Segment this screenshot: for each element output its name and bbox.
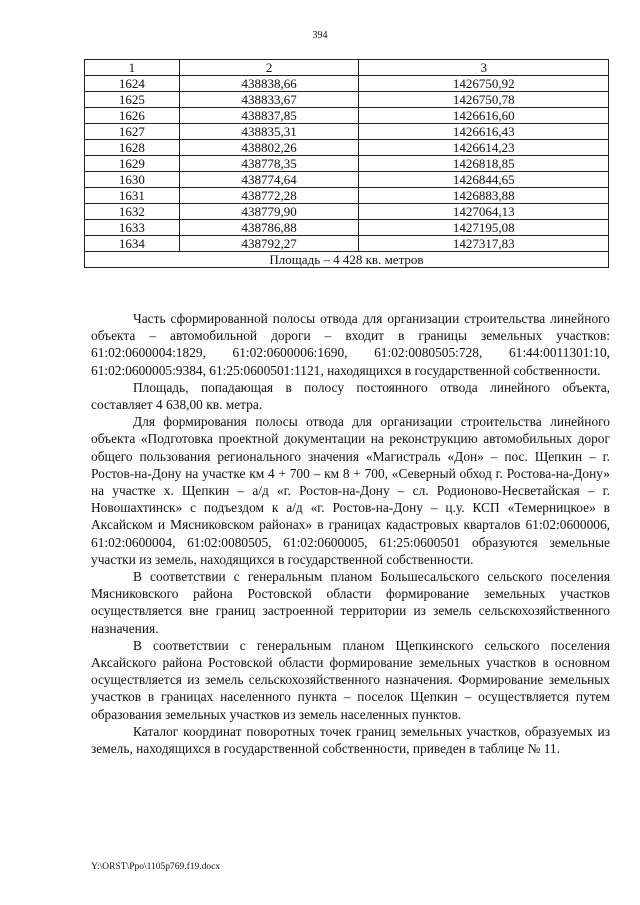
- coordinate-y: 1426750,92: [359, 76, 609, 92]
- coordinate-y: 1427195,08: [359, 220, 609, 236]
- table-row: [85, 172, 609, 188]
- coordinate-y: 1426614,23: [359, 140, 609, 156]
- coordinate-x: 438838,66: [179, 76, 359, 92]
- paragraph: Каталог координат поворотных точек границ земельных участков, образуемых из земель, находящихся в государственной собственности, приведен в таблице № 11.: [91, 723, 610, 757]
- coordinate-y: 1426844,65: [359, 172, 609, 188]
- table-header-row: [85, 60, 609, 76]
- coordinate-y: 1426818,85: [359, 156, 609, 172]
- point-number: 1627: [85, 124, 180, 140]
- point-number: 1628: [85, 140, 180, 156]
- paragraph: В соответствии с генеральным планом Большесальского сельского поселения Мясниковского района Ростовской области формирование земельных участков осуществляется вне границ застроенной территории из земель сельскохозяйственного назначения.: [91, 569, 610, 636]
- coordinates-table: [84, 59, 609, 268]
- body-text: [91, 310, 610, 757]
- paragraph: Площадь, попадающая в полосу постоянного отвода линейного объекта, составляет 4 638,00 кв. метра.: [91, 379, 610, 413]
- table-row: [85, 236, 609, 252]
- table-body: [85, 76, 609, 268]
- coordinate-x: 438837,85: [179, 108, 359, 124]
- point-number: 1632: [85, 204, 180, 220]
- table-row: [85, 108, 609, 124]
- area-row: [85, 252, 609, 268]
- table-row: [85, 188, 609, 204]
- table-row: [85, 92, 609, 108]
- coordinate-y: 1426616,43: [359, 124, 609, 140]
- coordinate-y: 1427317,83: [359, 236, 609, 252]
- coordinate-x: 438792,27: [179, 236, 359, 252]
- coordinate-y: 1427064,13: [359, 204, 609, 220]
- coordinate-x: 438835,31: [179, 124, 359, 140]
- column-header: 1: [85, 60, 180, 76]
- coordinate-x: 438778,35: [179, 156, 359, 172]
- coordinate-x: 438833,67: [179, 92, 359, 108]
- point-number: 1631: [85, 188, 180, 204]
- page-number: 394: [312, 30, 328, 41]
- table-row: [85, 124, 609, 140]
- coordinate-y: 1426616,60: [359, 108, 609, 124]
- point-number: 1630: [85, 172, 180, 188]
- point-number: 1629: [85, 156, 180, 172]
- paragraph: В соответствии с генеральным планом Щепкинского сельского поселения Аксайского района Ростовской области формирование земельных участков в основном осуществляется из земель сельскохозяйственного назначения. Формирование земельных участков в границах населенного пункта – поселок Щепкин – осуществляется путем образования земельных участков из земель населенных пунктов.: [91, 637, 610, 722]
- table-row: [85, 140, 609, 156]
- paragraph: Для формирования полосы отвода для организации строительства линейного объекта «Подготовка проектной документации на реконструкцию автомобильных дорог общего пользования регионального значения «Магистраль «Дон» – пос. Щепкин – г. Ростов-на-Дону на участке км 4 + 700 – км 8 + 700, «Северный обход г. Ростова-на-Дону» на участке х. Щепкин – а/д «г. Ростов-на-Дону – сл. Родионово-Несветайская – г. Новошахтинск» с подъездом к а/д «г. Ростов-на-Дону – ц.у. КСП «Темерницкое» в Аксайском и Мясниковском районах» в границах кадастровых кварталов 61:02:0600006, 61:02:0600004, 61:02:0080505, 61:02:0600005, 61:25:0600501 образуются земельные участки из земель, находящихся в государственной собственности.: [91, 414, 610, 567]
- table-row: [85, 76, 609, 92]
- point-number: 1625: [85, 92, 180, 108]
- coordinate-y: 1426883,88: [359, 188, 609, 204]
- point-number: 1633: [85, 220, 180, 236]
- point-number: 1624: [85, 76, 180, 92]
- point-number: 1626: [85, 108, 180, 124]
- coordinate-x: 438772,28: [179, 188, 359, 204]
- paragraph: Часть сформированной полосы отвода для организации строительства линейного объекта – автомобильной дороги – входит в границы земельных участков: 61:02:0600004:1829, 61:02:0600006:1690, 61:02:0080505:728, 61:44:0011301:10, 61:02:0600005:9384, 61:25:0600501:1121, находящихся в государственной собственности.: [91, 311, 610, 378]
- column-header: 3: [359, 60, 609, 76]
- coordinate-x: 438802,26: [179, 140, 359, 156]
- table-row: [85, 204, 609, 220]
- coordinate-x: 438774,64: [179, 172, 359, 188]
- coordinate-x: 438786,88: [179, 220, 359, 236]
- point-number: 1634: [85, 236, 180, 252]
- table-row: [85, 156, 609, 172]
- coordinate-y: 1426750,78: [359, 92, 609, 108]
- coordinate-x: 438779,90: [179, 204, 359, 220]
- column-header: 2: [179, 60, 359, 76]
- table-row: [85, 220, 609, 236]
- file-path-footer: Y:\ORST\Ppo\1105p769.f19.docx: [91, 862, 221, 872]
- area-total: Площадь – 4 428 кв. метров: [85, 252, 609, 268]
